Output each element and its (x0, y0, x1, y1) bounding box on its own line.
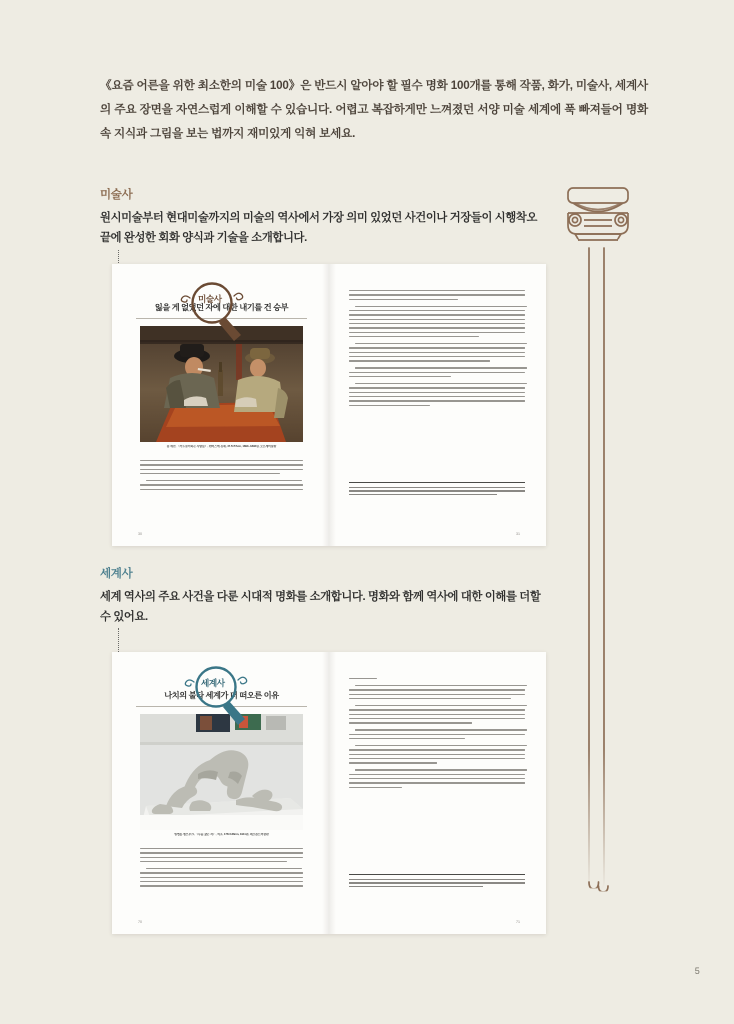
footnote-rule (349, 874, 525, 875)
folio-left: 70 (138, 920, 142, 924)
footnote-rule (349, 482, 525, 483)
footnote-box (349, 482, 525, 497)
spread-right-page (329, 652, 546, 934)
artwork-caption: 폴 세잔, 〈카드놀이하는 사람들〉, 캔버스에 유채, 47.5×57cm, 1890~1892년, 오르세미술관 (166, 445, 277, 448)
kneeling-sculpture-photo-icon (140, 714, 303, 830)
ionic-column-icon (562, 182, 634, 922)
section-description-art-history: 원시미술부터 현대미술까지의 미술의 역사에서 가장 의미 있었던 사건이나 거장들이 시행착오 끝에 완성한 회화 양식과 기술을 소개합니다. (100, 212, 538, 244)
book-spread-world-history (112, 652, 546, 934)
body-copy-left (140, 460, 303, 493)
folio-left: 30 (138, 532, 142, 536)
section-art-history (100, 186, 570, 249)
title-rule (136, 318, 307, 319)
folio-right: 71 (516, 920, 520, 924)
spread-chapter-title: 잃을 게 없었던 자에 대한 내기를 건 승부 (154, 303, 289, 312)
section-description-world-history: 세계 역사의 주요 사건을 다룬 시대적 명화를 소개합니다. 명화와 함께 역사에 대한 이해를 더할 수 있어요. (100, 591, 541, 623)
artwork-caption: 빌헬름 렘브루크, 〈무릎 꿇은 자〉, 석고, 176×138cm, 1911년, 레오폴트미술관 (174, 833, 269, 836)
magnifier-label: 미술사 (198, 294, 222, 304)
folio-right: 31 (516, 532, 520, 536)
card-players-painting-icon (140, 326, 303, 442)
title-rule (136, 706, 307, 707)
intro-paragraph: 《요즘 어른을 위한 최소한의 미술 100》은 반드시 알아야 할 필수 명화 100개를 통해 작품, 화가, 미술사, 세계사의 주요 장면을 자연스럽게 이해할 수 있습니다. 어렵고 복잡하게만 느껴졌던 서양 미술 세계에 푹 빠져들어 명화 속 지식과 그림을 보는 법까지 재미있게 익혀 보세요. (100, 79, 648, 140)
body-copy-right (349, 678, 525, 791)
section-world-history (100, 565, 570, 628)
section-tag-art-history: 미술사 (100, 189, 133, 201)
spread-chapter-title: 나치의 불타 세계가 더 떠오른 이유 (164, 691, 279, 700)
book-spread-art-history (112, 264, 546, 546)
spread-left-page (112, 652, 329, 934)
spread-left-page (112, 264, 329, 546)
footnote-box (349, 874, 525, 889)
artwork-plate-kneeling-sculpture (140, 714, 303, 830)
ionic-column-decoration (562, 182, 634, 927)
section-tag-world-history: 세계사 (100, 568, 133, 580)
body-copy-left (140, 848, 303, 890)
page-number: 5 (694, 966, 700, 976)
magnifier-label: 세계사 (201, 678, 225, 688)
spread-right-page (329, 264, 546, 546)
artwork-plate-card-players (140, 326, 303, 442)
body-copy-right (349, 290, 525, 409)
